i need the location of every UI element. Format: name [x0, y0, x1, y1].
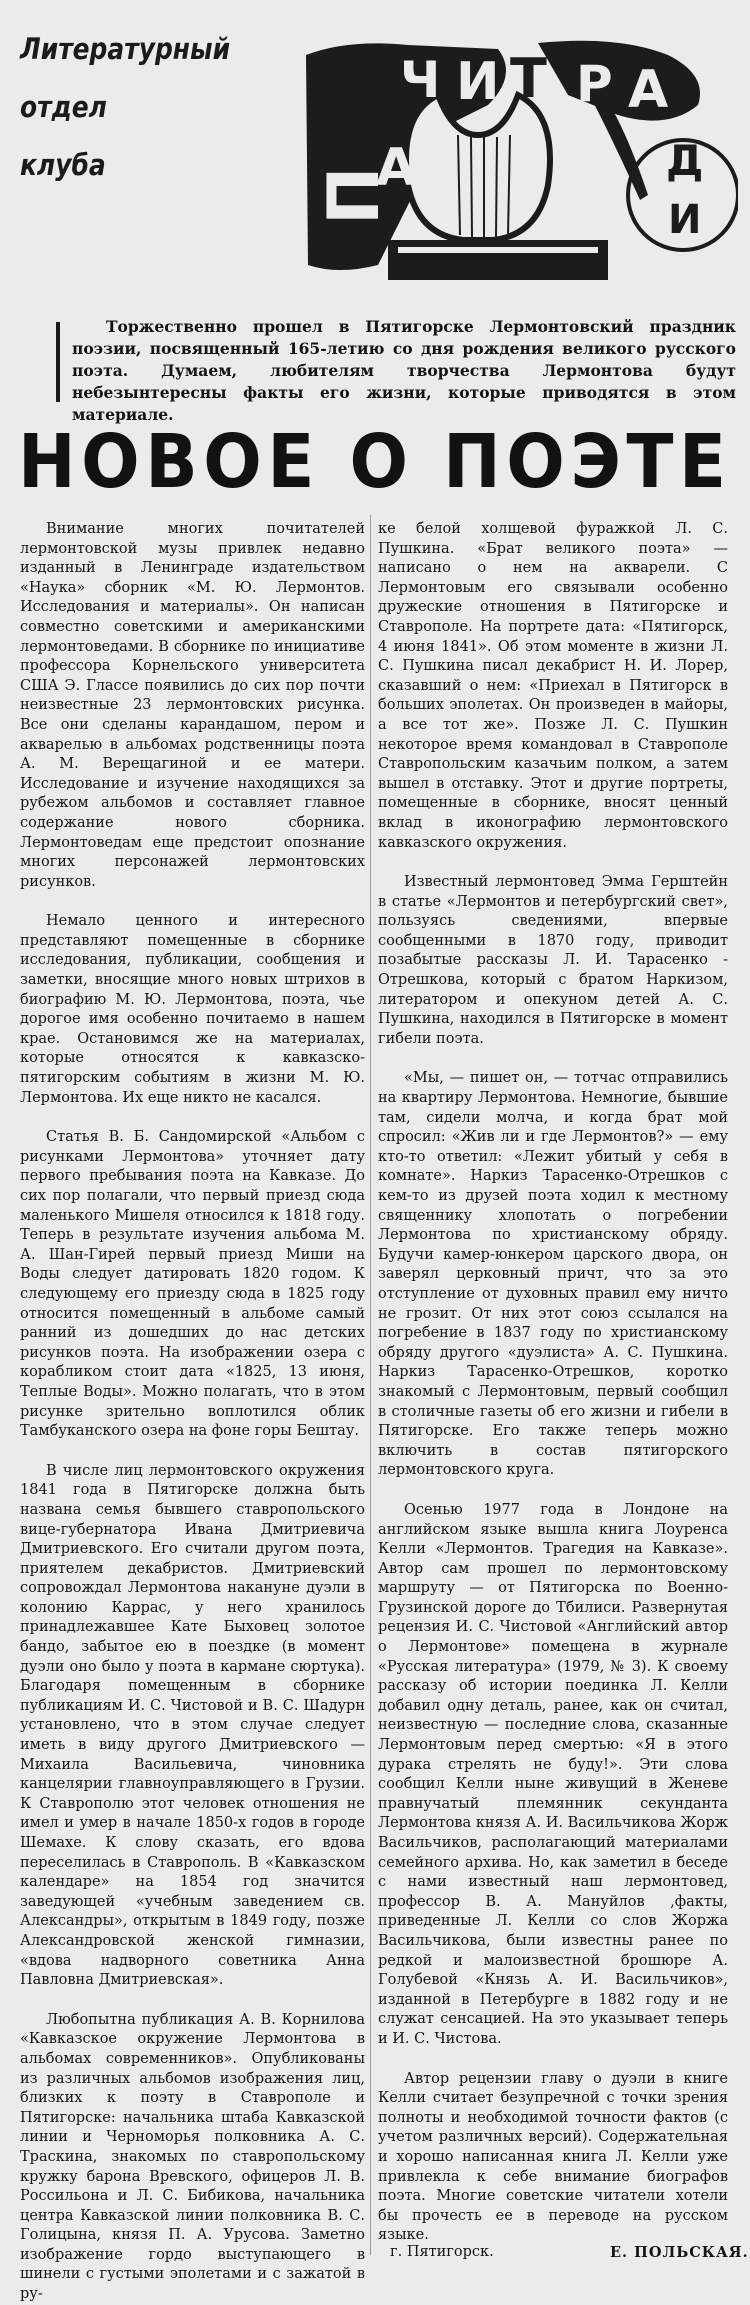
art-blob — [538, 41, 700, 121]
paragraph: ке белой холщевой фуражкой Л. С. Пушкина. «Брат великого поэта» — написано о нем на акварели. С Лермонтовым его связывали особенно дружеские отношения в Пятигорске и Ставрополе. На портрете дата: «Пятигорск, 4 июня 1841». Об этом моменте в жизни Л. С. Пушкина писал декабрист Н. И. Лорер, сказавший о нем: «Приехал в Пятигорск в больших эполетах. Он произведен в майоры, а все тот же». Позже Л. С. Пушкин некоторое время командовал в Ставрополе Ставропольским казачьим полком, а затем вышел в отставку. Этот и другие портреты, помещенные в сборнике, вносят ценный вклад в иконографию лермонтовского кавказского окружения. — [378, 521, 728, 851]
lyre-illustration — [288, 35, 738, 290]
signature-author: Е. ПОЛЬСКАЯ. — [610, 2244, 749, 2261]
club-line: отдел — [20, 90, 107, 124]
art-letter: Ч — [400, 51, 441, 109]
right-column — [378, 520, 728, 2246]
paragraph: Немало ценного и интересного представляют помещенные в сборнике исследования, публикации, сообщения и заметки, вносящие много новых штрихов в биографию М. Ю. Лермонтова, поэта, чье дорогое имя особенно почитаемо в нашем крае. Остановимся же на материалах, которые относятся к кавказско-пятигорским событиям в жизни М. Ю. Лермонтова. Их еще никто не касался. — [20, 913, 365, 1106]
lead-rule — [56, 322, 60, 402]
club-line: Литературный — [20, 32, 231, 66]
paragraph: Автор рецензии главу о дуэли в книге Келли считает безупречной с точки зрения полноты и необходимой точности фактов (с учетом различных версий). Содержательная и хорошо написанная книга Л. Келли уже привлекла к себе внимание биографов поэта. Многие советские читатели хотели бы прочесть ее в переводе на русском языке. — [378, 2070, 728, 2244]
paragraph: Осенью 1977 года в Лондоне на английском языке вышла книга Лоуренса Келли «Лермонтов. Трагедия на Кавказе». Автор сам прошел по лермонтовскому маршруту — от Пятигорска по Военно-Грузинской дороге до Тбилиси. Развернутая рецензия И. С. Чистовой «Английский автор о Лермонтове» помещена в журнале «Русская литература» (1979, № 3). К своему рассказу об истории поединка Л. Келли добавил одну деталь, ранее, как он считал, неизвестную — последние слова, сказанные Лермонтовым перед смертью: «Я в этого дурака стрелять не буду!». Эти слова сообщил Келли ныне живущий в Женеве правнучатый племянник секунданта Лермонтова князя А. И. Васильчикова Жорж Васильчиков, располагающий материалами семейного архива. Но, как заметил в беседе с нами известный наш лермонтовед, профессор В. А. Мануйлов ,факты, приведенные Л. Келли со слов Жоржа Васильчикова, были известны ранее по редкой и малоизвестной брошюре А. Голубевой «Князь А. И. Васильчиков», изданной в Петербурге в 1882 году и не служат сенсацией. На это указывает теперь и И. С. Чистова. — [378, 1501, 728, 2047]
art-letter: Т — [510, 47, 547, 110]
paragraph: «Мы, — пишет он, — тотчас отправились на квартиру Лермонтова. Немногие, бывшие там, сидели молча, и когда брат мой спросил: «Жив ли и где Лермонтов?» — ему кто-то ответил: «Лежит убитый у себя в комнате». Наркиз Тарасенко-Отрешков с кем-то из друзей поэта ходил к местному священнику хлопотать о погребении Лермонтова по христианскому обряду. Будучи камер-юнкером царского двора, он заверял церковный причт, что за это отступление от духовных правил ему ничто не грозит. От них этот союз ссылался на погребение в 1837 году по христианскому обряду другого «дуэлиста» А. С. Пушкина. Наркиз Тарасенко-Отрешков, коротко знакомый с Лермонтовым, первый сообщил в столичные газеты об его жизни и гибели в Пятигорске. Его также теперь можно включить в состав пятигорского лермонтовского круга. — [378, 1070, 728, 1479]
club-rubric — [20, 20, 231, 194]
art-letter: И — [456, 52, 500, 112]
paragraph: Любопытна публикация А. В. Корнилова «Кавказское окружение Лермонтова в альбомах современников». Опубликованы из различных альбомов изображения лиц, близких к поэту в Ставрополе и Пятигорске: начальника штаба Кавказской линии и Черноморья полковника А. С. Траскина, знакомых по ставропольскому кружку барона Вревского, офицеров Л. В. Россильона и Л. С. Бибикова, начальника центра Кавказской линии полковника В. С. Голицына, князя П. А. Урусова. Заметно изображение гордо выступающего в шинели с густыми эполетами и с зажатой в ру- — [20, 2011, 365, 2303]
book-icon — [388, 240, 608, 280]
art-letter: Р — [576, 55, 613, 113]
paragraph: Известный лермонтовед Эмма Герштейн в статье «Лермонтов и петербургский свет», пользуясь сведениями, впервые сообщенными в 1870 году, приводит позабытые рассказы Л. И. Тарасенко - Отрешкова, который с братом Наркизом, литератором и опекуном детей А. С. Пушкина, находился в Пятигорске в момент гибели поэта. — [378, 874, 728, 1047]
art-letter: П — [313, 166, 395, 225]
art-letter: А — [628, 60, 669, 120]
paragraph: Статья В. Б. Сандомирской «Альбом с рисунками Лермонтова» уточняет дату первого пребывания поэта на Кавказе. До сих пор полагали, что первый приезд сюда маленького Мишеля относился к 1818 году. Теперь в результате изучения альбома М. А. Шан-Гирей первый приезд Миши на Воды следует датировать 1820 годом. К следующему его приезду сюда в 1825 году относится помещенный в альбоме самый ранний из дошедших до нас детских рисунков поэта. На изображении озера с корабликом стоит дата «1825, 13 июня, Теплые Воды». Можно полагать, что в этом рисунке зрительно воплотился облик Тамбуканского озера на фоне горы Бештау. — [20, 1129, 365, 1440]
left-column — [20, 520, 365, 2305]
headline: НОВОЕ О ПОЭТЕ — [18, 419, 732, 505]
club-line: клуба — [20, 148, 106, 182]
art-letter: И — [668, 197, 702, 243]
signature-city: г. Пятигорск. — [390, 2244, 494, 2260]
column-divider — [370, 515, 371, 2255]
paragraph: В числе лиц лермонтовского окружения 1841 года в Пятигорске должна быть названа семья бывшего ставропольского вице-губернатора Ивана Дмитриевича Дмитриевского. Его считали другом поэта, приятелем декабристов. Дмитриевский сопровождал Лермонтова накануне дуэли в колонию Каррас, у него хранилось принадлежавшее Кате Быховец золотое бандо, забытое ею в поездке (в момент дуэли оно было у поэта в кармане сюртука). Благодаря помещенным в сборнике публикациям И. С. Чистовой и В. С. Шадурн установлено, что в этом случае следует иметь в виду другого Дмитриевского — Михаила Васильевича, чиновника канцелярии главноуправляющего в Грузии. К Ставрополю этот человек отношения не имел и умер в начале 1850-х годов в городе Шемахе. К слову сказать, его вдова переселилась в Ставрополь. В «Кавказском календаре» на 1854 год значится заведующей «учебным заведением св. Александры», открытым в 1849 году, позже Александровской женской гимназии, «вдова надворного советника Анна Павловна Дмитриевская». — [20, 1462, 365, 1989]
lead-paragraph: Торжественно прошел в Пятигорске Лермонтовский праздник поэзии, посвященный 165-летию со дня рождения великого русского поэта. Думаем, любителям творчества Лермонтова будут небезынтересны факты его жизни, которые приводятся в этом материале. — [72, 317, 736, 424]
art-letter: Д — [666, 136, 704, 185]
paragraph: Внимание многих почитателей лермонтовской музы привлек недавно изданный в Ленинграде издательством «Наука» сборник «М. Ю. Лермонтов. Исследования и материалы». Он написан совместно советскими и американскими лермонтоведами. В сборнике по инициативе профессора Корнельского университета США Э. Глассе появились до сих пор почти неизвестные 23 лермонтовских рисунка. Все они сделаны карандашом, пером и акварелью в альбомах родственницы поэта А. М. Верещагиной и ее матери. Исследование и изучение находящихся за рубежом альбомов и составляет главное содержание нового сборника. Лермонтоведам еще предстоит опознание многих персонажей лермонтовских рисунков. — [20, 521, 365, 890]
lyre-icon — [406, 95, 550, 240]
art-letter: А — [376, 138, 417, 198]
